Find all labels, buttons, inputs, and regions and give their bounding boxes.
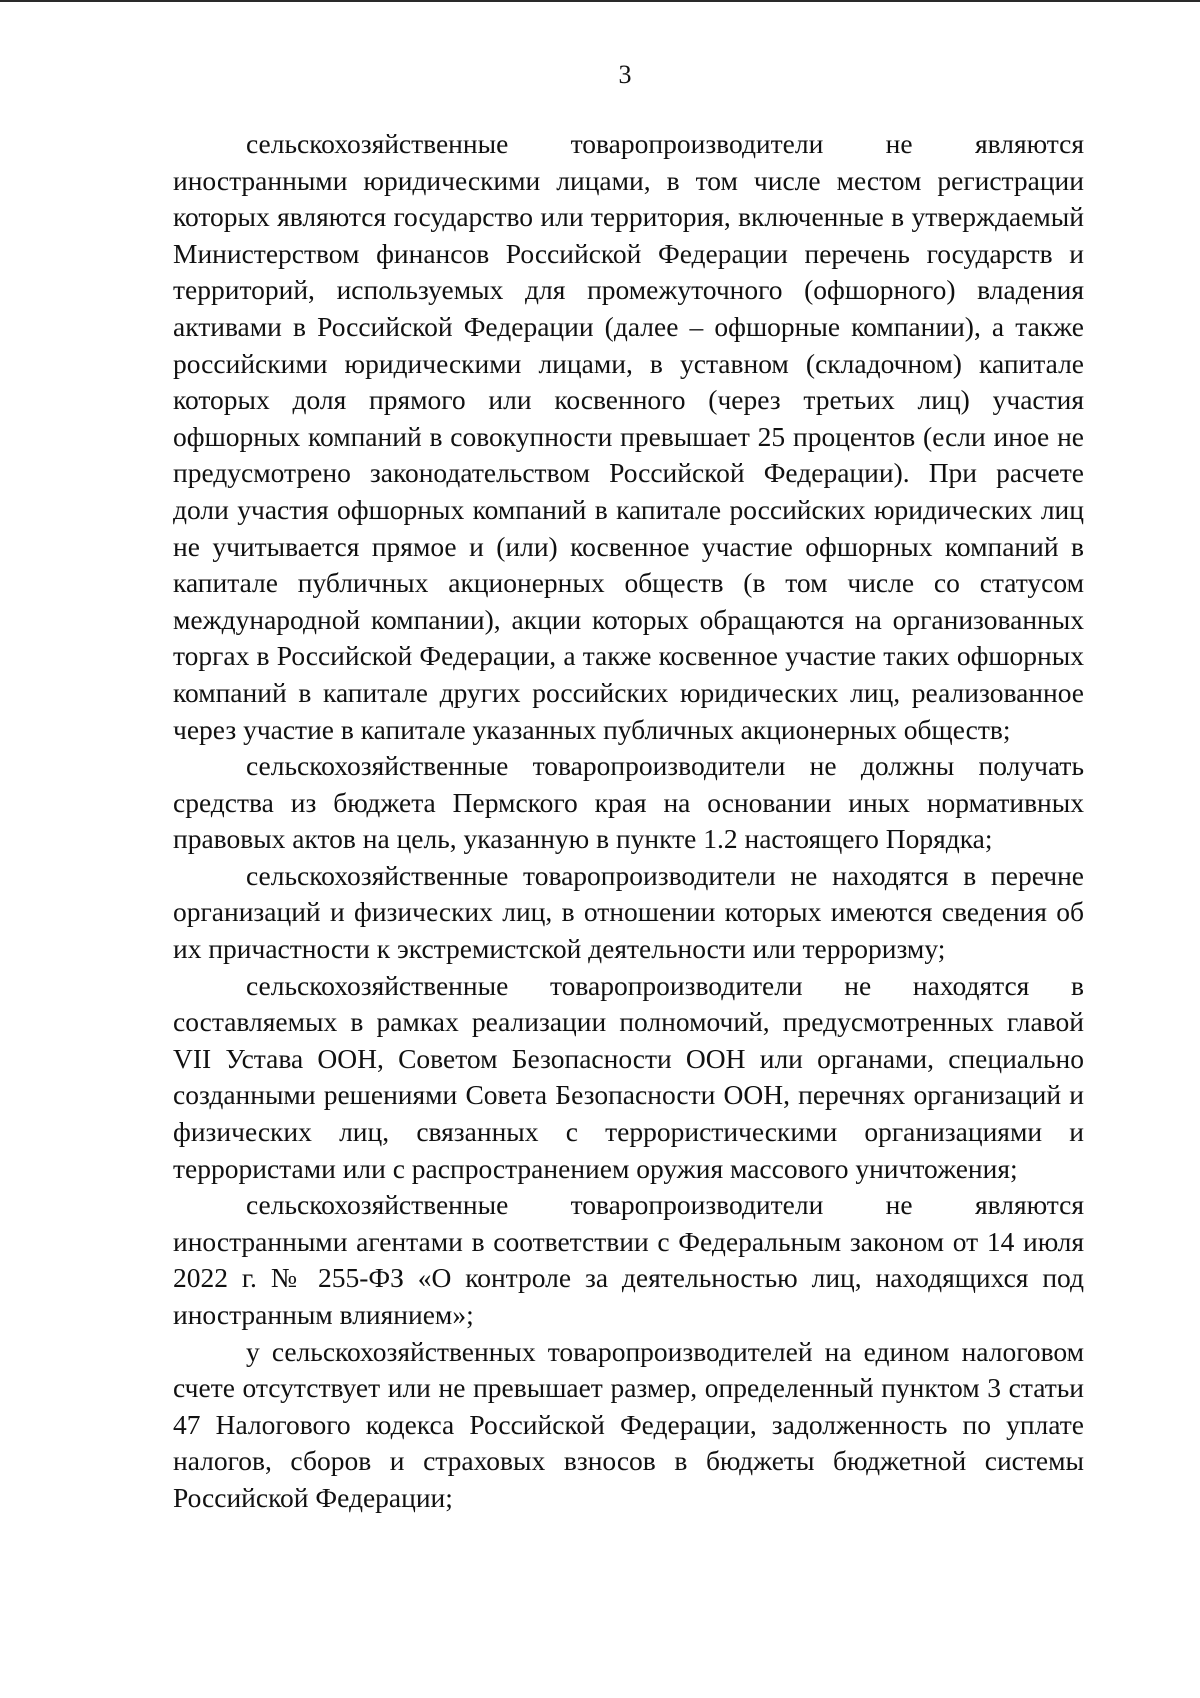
paragraph-extremism-list: сельскохозяйственные товаропроизводители не находятся в перечне организаций и физических лиц, в отношении которых имеются сведения об их причастности к экстремистской деятельности или терроризму; (173, 859, 1084, 965)
paragraph-offshore-companies: сельскохозяйственные товаропроизводители не являются иностранными юридическими лицами, в том числе местом регистрации которых являются государство или территория, включенные в утверждаемый Министерством финансов Российской Федерации перечень государств и территорий, используемых для промежуточного (офшорного) владения активами в Российской Федерации (далее – офшорные компании), а также российскими юридическими лицами, в уставном (складочном) капитале которых доля прямого или косвенного (через третьих лиц) участия офшорных компаний в совокупности превышает 25 процентов (если иное не предусмотрено законодательством Российской Федерации). При расчете доли участия офшорных компаний в капитале российских юридических лиц не учитывается прямое и (или) косвенное участие офшорных компаний в капитале публичных акционерных обществ (в том числе со статусом международной компании), акции которых обращаются на организованных торгах в Российской Федерации, а также косвенное участие таких офшорных компаний в капитале других российских юридических лиц, реализованное через участие в капитале указанных публичных акционерных обществ; (173, 128, 1084, 745)
scan-top-edge (0, 0, 1200, 2)
paragraph-un-sanctions-list: сельскохозяйственные товаропроизводители не находятся в составляемых в рамках реализации полномочий, предусмотренных главой VII Устава ООН, Советом Безопасности ООН или органами, специально созданными решениями Совета Безопасности ООН, перечнях организаций и физических лиц, связанных с террористическими организациями и террористами или с распространением оружия массового уничтожения; (173, 969, 1084, 1184)
paragraph-foreign-agents: сельскохозяйственные товаропроизводители не являются иностранными агентами в соответствии с Федеральным законом от 14 июля 2022 г. № 255-ФЗ «О контроле за деятельностью лиц, находящихся под иностранным влиянием»; (173, 1189, 1084, 1330)
page-number: 3 (618, 60, 632, 89)
paragraph-tax-debt: у сельскохозяйственных товаропроизводителей на едином налоговом счете отсутствует или не превышает размер, определенный пунктом 3 статьи 47 Налогового кодекса Российской Федерации, задолженность по уплате налогов, сборов и страховых взносов в бюджеты бюджетной системы Российской Федерации; (173, 1335, 1084, 1513)
document-body (173, 126, 1084, 1517)
paragraph-budget-funds: сельскохозяйственные товаропроизводители не должны получать средства из бюджета Пермского края на основании иных нормативных правовых актов на цель, указанную в пункте 1.2 настоящего Порядка; (173, 750, 1084, 855)
